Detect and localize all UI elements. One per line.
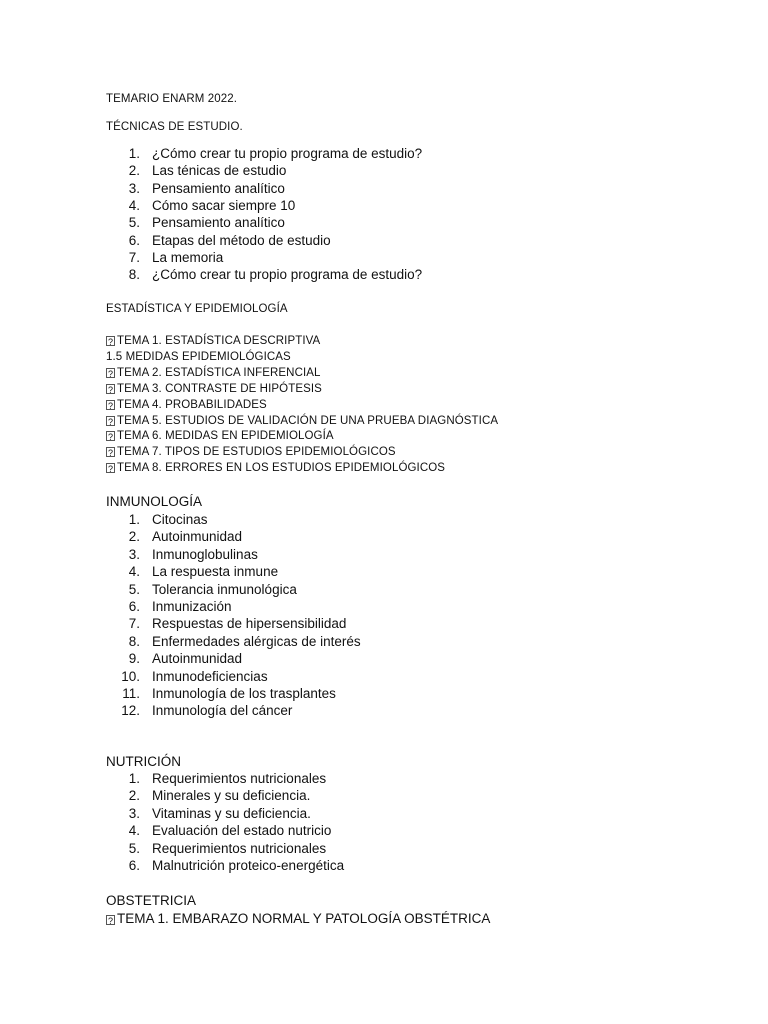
- list-item-number: 1.: [128, 512, 140, 527]
- list-item-number: 9.: [128, 651, 140, 667]
- list-item-text: Inmunodeficiencias: [152, 668, 268, 684]
- list-item-text: 1.5 MEDIDAS EPIDEMIOLÓGICAS: [106, 350, 291, 363]
- list-item-text: TEMA 8. ERRORES EN LOS ESTUDIOS EPIDEMIOLÓGICOS: [117, 462, 446, 475]
- list-item-text: Inmunología del cáncer: [152, 703, 293, 719]
- list-item-text: Malnutrición proteico-energética: [152, 858, 345, 873]
- list-item: [106, 399, 267, 411]
- missing-glyph-icon: ?: [107, 432, 114, 443]
- list-item-number: 4.: [128, 564, 140, 580]
- list-item-number: 4.: [128, 823, 140, 839]
- list-item-text: Citocinas: [152, 512, 208, 527]
- list-item-number: 3.: [128, 180, 140, 196]
- list-item-text: Pensamiento analítico: [152, 180, 285, 196]
- list-item: [106, 367, 321, 379]
- list-item-number: 1.: [128, 146, 140, 161]
- list-item-text: ¿Cómo crear tu propio programa de estudio?: [152, 146, 423, 161]
- list-item-number: 5.: [128, 840, 140, 856]
- list-item-text: TEMA 4. PROBABILIDADES: [117, 398, 267, 411]
- list-item-text: La memoria: [152, 249, 224, 265]
- list-item-number: 1.: [128, 771, 140, 786]
- list-item-number: 10.: [121, 668, 140, 684]
- list-item-number: 3.: [128, 805, 140, 821]
- section-heading-obstetricia: OBSTETRICIA: [106, 893, 197, 908]
- list-item: [106, 351, 291, 363]
- list-item: [106, 335, 320, 347]
- list-item-text: TEMA 2. ESTADÍSTICA INFERENCIAL: [117, 366, 321, 379]
- list-item-text: Pensamiento analítico: [152, 215, 285, 231]
- list-item-text: TEMA 5. ESTUDIOS DE VALIDACIÓN DE UNA PRUEBA DIAGNÓSTICA: [117, 414, 499, 427]
- list-item-number: 12.: [121, 703, 140, 719]
- list-item-number: 2.: [128, 529, 140, 545]
- document-title: TEMARIO ENARM 2022.: [106, 93, 237, 105]
- list-item: [106, 462, 445, 474]
- list-item: [106, 383, 322, 395]
- missing-glyph-icon: ?: [107, 916, 113, 926]
- list-item-text: TEMA 1. EMBARAZO NORMAL Y PATOLOGÍA OBSTÉTRICA: [117, 911, 491, 926]
- list-item-text: Inmunoglobulinas: [152, 546, 258, 562]
- list-item: [106, 430, 334, 442]
- missing-glyph-icon: ?: [107, 337, 114, 347]
- list-item-text: Autoinmunidad: [152, 651, 243, 667]
- list-item-text: Vitaminas y su deficiencia.: [152, 805, 311, 821]
- list-item-text: Enfermedades alérgicas de interés: [152, 633, 361, 649]
- list-item: [106, 911, 490, 926]
- missing-glyph-icon: ?: [107, 368, 114, 379]
- list-item-text: TEMA 3. CONTRASTE DE HIPÓTESIS: [117, 382, 322, 395]
- list-item-text: TEMA 6. MEDIDAS EN EPIDEMIOLOGÍA: [117, 430, 334, 443]
- missing-glyph-icon: ?: [107, 384, 114, 395]
- list-item-text: Respuestas de hipersensibilidad: [152, 616, 347, 632]
- list-item-number: 5.: [128, 215, 140, 231]
- list-item-number: 11.: [122, 686, 140, 701]
- list-item-number: 5.: [128, 581, 140, 597]
- list-item-number: 6.: [128, 858, 140, 873]
- missing-glyph-icon: ?: [107, 448, 114, 459]
- list-item-number: 3.: [128, 546, 140, 562]
- section-heading-nutricion: NUTRICIÓN: [106, 754, 181, 769]
- list-item-text: Requerimientos nutricionales: [152, 840, 327, 856]
- missing-glyph-icon: ?: [107, 400, 114, 411]
- list-item-text: Evaluación del estado nutricio: [152, 823, 332, 839]
- list-item-number: 4.: [128, 197, 140, 213]
- list-item-text: Autoinmunidad: [152, 529, 243, 545]
- list-item-text: TEMA 7. TIPOS DE ESTUDIOS EPIDEMIOLÓGICOS: [117, 446, 396, 459]
- list-item-text: TEMA 1. ESTADÍSTICA DESCRIPTIVA: [117, 335, 321, 347]
- list-item: [106, 415, 498, 427]
- list-item-number: 6.: [128, 232, 140, 248]
- list-item-number: 7.: [128, 249, 140, 265]
- list-item-text: ¿Cómo crear tu propio programa de estudio?: [152, 267, 423, 283]
- section-heading-tecnicas: TÉCNICAS DE ESTUDIO.: [106, 121, 243, 133]
- missing-glyph-icon: ?: [107, 416, 114, 427]
- list-item-text: Tolerancia inmunológica: [152, 581, 297, 597]
- list-item-text: Etapas del método de estudio: [152, 232, 331, 248]
- list-item: [106, 446, 396, 458]
- list-item-text: Minerales y su deficiencia.: [152, 788, 311, 804]
- list-item-text: Las ténicas de estudio: [152, 163, 287, 179]
- list-item-number: 7.: [128, 616, 140, 632]
- list-item-number: 8.: [128, 633, 140, 649]
- list-item-number: 8.: [128, 267, 140, 283]
- list-item-number: 2.: [128, 163, 140, 179]
- section-heading-inmunologia: INMUNOLOGÍA: [106, 494, 203, 509]
- list-item-text: Cómo sacar siempre 10: [152, 197, 296, 213]
- section-heading-estadistica: ESTADÍSTICA Y EPIDEMIOLOGÍA: [106, 303, 288, 315]
- list-item-text: La respuesta inmune: [152, 564, 279, 580]
- list-item-text: Requerimientos nutricionales: [152, 771, 327, 786]
- missing-glyph-icon: ?: [107, 464, 114, 475]
- list-item-text: Inmunología de los trasplantes: [152, 686, 336, 701]
- list-item-number: 6.: [128, 599, 140, 614]
- list-item-text: Inmunización: [152, 599, 232, 614]
- list-item-number: 2.: [128, 788, 140, 804]
